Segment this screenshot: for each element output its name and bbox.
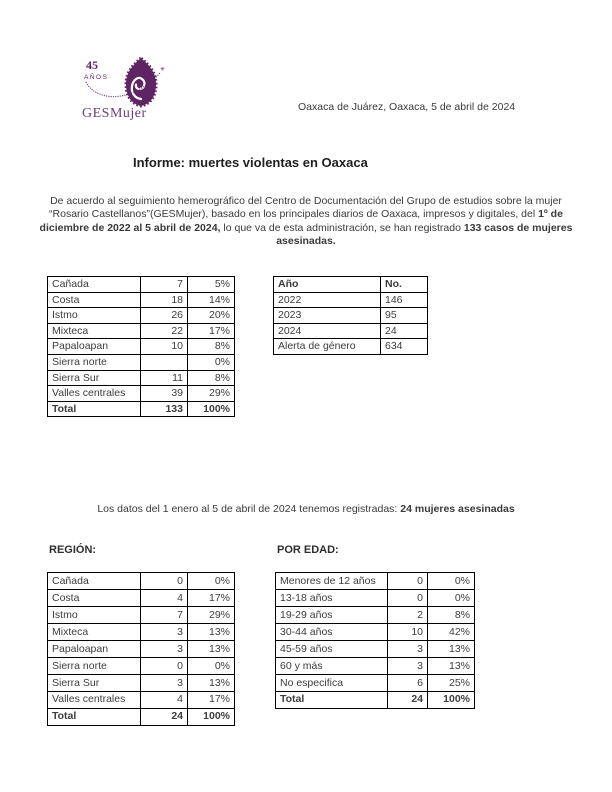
table-cell: 42% [428, 623, 475, 640]
table-row [48, 277, 235, 293]
table-row [276, 606, 475, 623]
mid-note [0, 503, 612, 515]
table-row [274, 292, 428, 308]
table-cell: Total [48, 708, 141, 725]
table-cell: 2022 [274, 292, 381, 308]
table-cell: 18 [141, 292, 188, 308]
table-cell: 17% [188, 589, 235, 606]
intro-total-cases: 133 casos de mujeres asesinadas. [276, 221, 573, 248]
table-cell: 0% [188, 354, 235, 370]
table-cell: Valles centrales [48, 386, 141, 402]
table-row [48, 386, 235, 402]
table-row [48, 657, 235, 674]
table-cell: 20% [188, 308, 235, 324]
intro-text: De acuerdo al seguimiento hemerográfico del Centro de Documentación del Grupo de estudios sobre la mujer “Rosario Castellanos”(GESMujer), basado en los principales diarios de Oaxaca, impresos y digitales, del [49, 195, 562, 221]
table-cell: Mixteca [48, 623, 141, 640]
table-cell: 4 [141, 691, 188, 708]
table-cell: Istmo [48, 308, 141, 324]
table-cell: Sierra Sur [48, 674, 141, 691]
table-cell: 39 [141, 386, 188, 402]
table-cell: Menores de 12 años [276, 573, 388, 590]
table-cell: 13% [188, 674, 235, 691]
table-cell: Valles centrales [48, 691, 141, 708]
logo-anos-text: AÑOS [84, 74, 109, 81]
table-cell: 25% [428, 674, 475, 691]
table-cell: 0 [388, 589, 428, 606]
mid-note-count: 24 mujeres asesinadas [400, 503, 515, 515]
table-cell: Cañada [48, 573, 141, 590]
table-cell: Papaloapan [48, 640, 141, 657]
intro-text-2: lo que va de esta administración, se han registrado [220, 221, 464, 234]
table-cell: 24 [381, 323, 428, 339]
table-cell: Alerta de género [274, 339, 381, 355]
table-cell: 17% [188, 691, 235, 708]
table-cell: 133 [141, 401, 188, 417]
table-cell: 3 [388, 640, 428, 657]
table-cell: 634 [381, 339, 428, 355]
table-row [48, 674, 235, 691]
table-total-row [276, 691, 475, 708]
table-total-row [48, 708, 235, 725]
page-title: Informe: muertes violentas en Oaxaca [133, 155, 368, 170]
table-cell: 0 [141, 657, 188, 674]
table-cell: Cañada [48, 277, 141, 293]
region-2024-table [47, 572, 235, 726]
table-row [48, 308, 235, 324]
table-cell: 14% [188, 292, 235, 308]
table-cell: 13% [188, 623, 235, 640]
table-row [48, 589, 235, 606]
table-row [48, 640, 235, 657]
table-row [48, 339, 235, 355]
age-table [275, 572, 475, 709]
table-cell: Mixteca [48, 323, 141, 339]
yearly-totals-table [273, 276, 428, 355]
table-cell: 0 [388, 573, 428, 590]
table-cell: Sierra norte [48, 354, 141, 370]
table-cell: Total [48, 401, 141, 417]
table-cell: 13% [428, 657, 475, 674]
table-row [274, 323, 428, 339]
table-cell: 26 [141, 308, 188, 324]
table-row [276, 674, 475, 691]
table-row [276, 640, 475, 657]
table-cell: 0% [428, 589, 475, 606]
table-cell: Costa [48, 589, 141, 606]
table-cell: 8% [428, 606, 475, 623]
table-row [48, 691, 235, 708]
table-row [276, 657, 475, 674]
table-row [276, 573, 475, 590]
table-row [48, 323, 235, 339]
logo-years-text: 45 [86, 58, 98, 72]
intro-paragraph [33, 195, 579, 249]
table-cell: 3 [141, 623, 188, 640]
table-cell: No. [381, 277, 428, 293]
table-row [274, 339, 428, 355]
table-cell: Istmo [48, 606, 141, 623]
mid-note-text: Los datos del 1 enero al 5 de abril de 2024 tenemos registradas: [97, 503, 401, 515]
table-cell: 146 [381, 292, 428, 308]
age-section-label: POR EDAD: [277, 544, 339, 556]
table-cell: Total [276, 691, 388, 708]
table-cell: 13% [188, 640, 235, 657]
table-cell: 100% [188, 401, 235, 417]
table-cell: 7 [141, 277, 188, 293]
table-cell: 7 [141, 606, 188, 623]
table-cell: 0% [188, 657, 235, 674]
table-cell: 8% [188, 370, 235, 386]
table-cell: 2024 [274, 323, 381, 339]
logo-wordmark: GESMujer [82, 106, 147, 121]
table-cell: 13% [428, 640, 475, 657]
table-cell: 0% [188, 573, 235, 590]
table-cell: 0 [141, 573, 188, 590]
table-cell: 17% [188, 323, 235, 339]
table-header-row [274, 277, 428, 293]
table-cell: 2023 [274, 308, 381, 324]
table-cell: 11 [141, 370, 188, 386]
table-total-row [48, 401, 235, 417]
table-cell: 2 [388, 606, 428, 623]
table-cell: 30-44 años [276, 623, 388, 640]
table-cell: 5% [188, 277, 235, 293]
region-section-label: REGIÓN: [49, 544, 97, 556]
table-row [274, 308, 428, 324]
table-row [48, 606, 235, 623]
table-row [276, 589, 475, 606]
intro-date-range: 1º de diciembre de 2022 al 5 abril de 2024, [39, 208, 563, 234]
table-cell: 95 [381, 308, 428, 324]
star-glyph: ✳ [160, 67, 166, 73]
table-cell: 60 y más [276, 657, 388, 674]
table-cell: 24 [141, 708, 188, 725]
table-cell: Sierra Sur [48, 370, 141, 386]
table-cell: 29% [188, 606, 235, 623]
dateline: Oaxaca de Juárez, Oaxaca, 5 de abril de 2024 [298, 101, 516, 113]
table-cell: 100% [188, 708, 235, 725]
table-cell: Año [274, 277, 381, 293]
table-cell: 4 [141, 589, 188, 606]
region-totals-table [47, 276, 235, 417]
table-cell: 45-59 años [276, 640, 388, 657]
table-row [48, 370, 235, 386]
table-row [276, 623, 475, 640]
table-row [48, 354, 235, 370]
table-cell: 3 [388, 657, 428, 674]
table-cell: Sierra norte [48, 657, 141, 674]
table-cell: 24 [388, 691, 428, 708]
table-cell: 3 [141, 674, 188, 691]
table-cell: 100% [428, 691, 475, 708]
table-cell: 3 [141, 640, 188, 657]
table-cell: No especifica [276, 674, 388, 691]
table-row [48, 292, 235, 308]
table-row [48, 573, 235, 590]
table-cell: 10 [388, 623, 428, 640]
table-cell: 0% [428, 573, 475, 590]
table-cell: Costa [48, 292, 141, 308]
table-cell: 29% [188, 386, 235, 402]
table-cell: 22 [141, 323, 188, 339]
table-cell: 10 [141, 339, 188, 355]
table-cell [141, 354, 188, 370]
table-cell: 13-18 años [276, 589, 388, 606]
table-cell: 19-29 años [276, 606, 388, 623]
table-cell: Papaloapan [48, 339, 141, 355]
table-cell: 6 [388, 674, 428, 691]
table-cell: 8% [188, 339, 235, 355]
table-row [48, 623, 235, 640]
